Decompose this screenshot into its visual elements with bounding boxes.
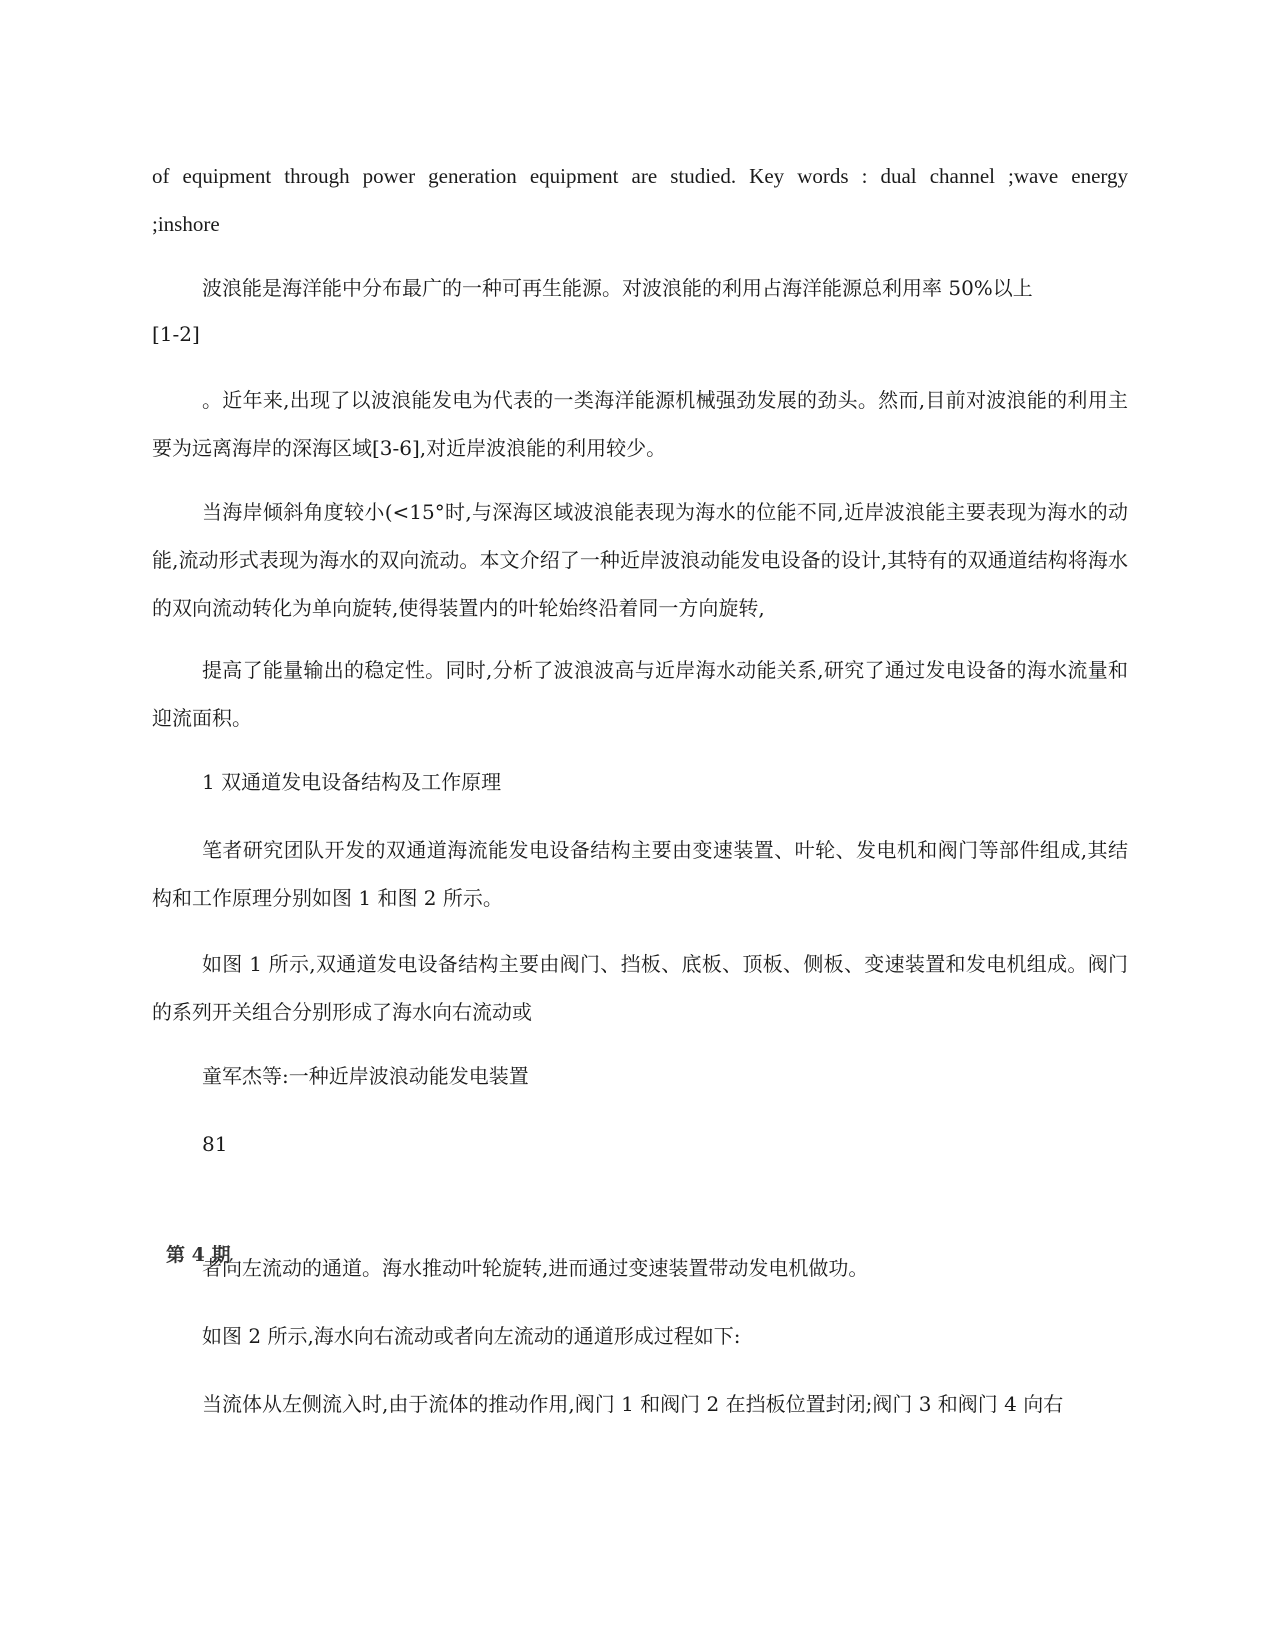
paragraph-figure-2: 如图 2 所示,海水向右流动或者向左流动的通道形成过程如下: bbox=[202, 1324, 741, 1348]
paragraph-left-inflow: 当流体从左侧流入时,由于流体的推动作用,阀门 1 和阀门 2 在挡板位置封闭;阀门 3 和阀门 4 向右 bbox=[202, 1392, 1064, 1416]
issue-number: 第 4 期 bbox=[166, 1244, 231, 1266]
paragraph-recent-development: 。近年来,出现了以波浪能发电为代表的一类海洋能源机械强劲发展的劲头。然而,目前对波浪能的利用主要为远离海岸的深海区域[3-6],对近岸波浪能的利用较少。 bbox=[152, 388, 1128, 460]
paragraph-channel: 者向左流动的通道。海水推动叶轮旋转,进而通过变速装置带动发电机做功。 bbox=[202, 1256, 869, 1280]
paragraph-structure: 笔者研究团队开发的双通道海流能发电设备结构主要由变速装置、叶轮、发电机和阀门等部件组成,其结构和工作原理分别如图 1 和图 2 所示。 bbox=[152, 838, 1128, 910]
paragraph-inshore-wave: 当海岸倾斜角度较小(<15°时,与深海区域波浪能表现为海水的位能不同,近岸波浪能主要表现为海水的动能,流动形式表现为海水的双向流动。本文介绍了一种近岸波浪动能发电设备的设计,其特有的双通道结构将海水的双向流动转化为单向旋转,使得装置内的叶轮始终沿着同一方向旋转, bbox=[152, 500, 1128, 620]
abstract-tail: of equipment through power generation equipment are studied. Key words : dual channel ;wave energy ;inshore bbox=[152, 164, 1128, 236]
paragraph-stability: 提高了能量输出的稳定性。同时,分析了波浪波高与近岸海水动能关系,研究了通过发电设备的海水流量和迎流面积。 bbox=[152, 658, 1128, 730]
citation-ref: [1-2] bbox=[152, 322, 200, 346]
paragraph-intro: 波浪能是海洋能中分布最广的一种可再生能源。对波浪能的利用占海洋能源总利用率 50%以上 bbox=[202, 276, 1033, 300]
paragraph-figure-1: 如图 1 所示,双通道发电设备结构主要由阀门、挡板、底板、顶板、侧板、变速装置和发电机组成。阀门的系列开关组合分别形成了海水向右流动或 bbox=[152, 952, 1128, 1024]
running-header-author: 童军杰等:一种近岸波浪动能发电装置 bbox=[202, 1064, 529, 1088]
section-heading: 1 双通道发电设备结构及工作原理 bbox=[202, 770, 502, 794]
page-number: 81 bbox=[202, 1132, 228, 1156]
